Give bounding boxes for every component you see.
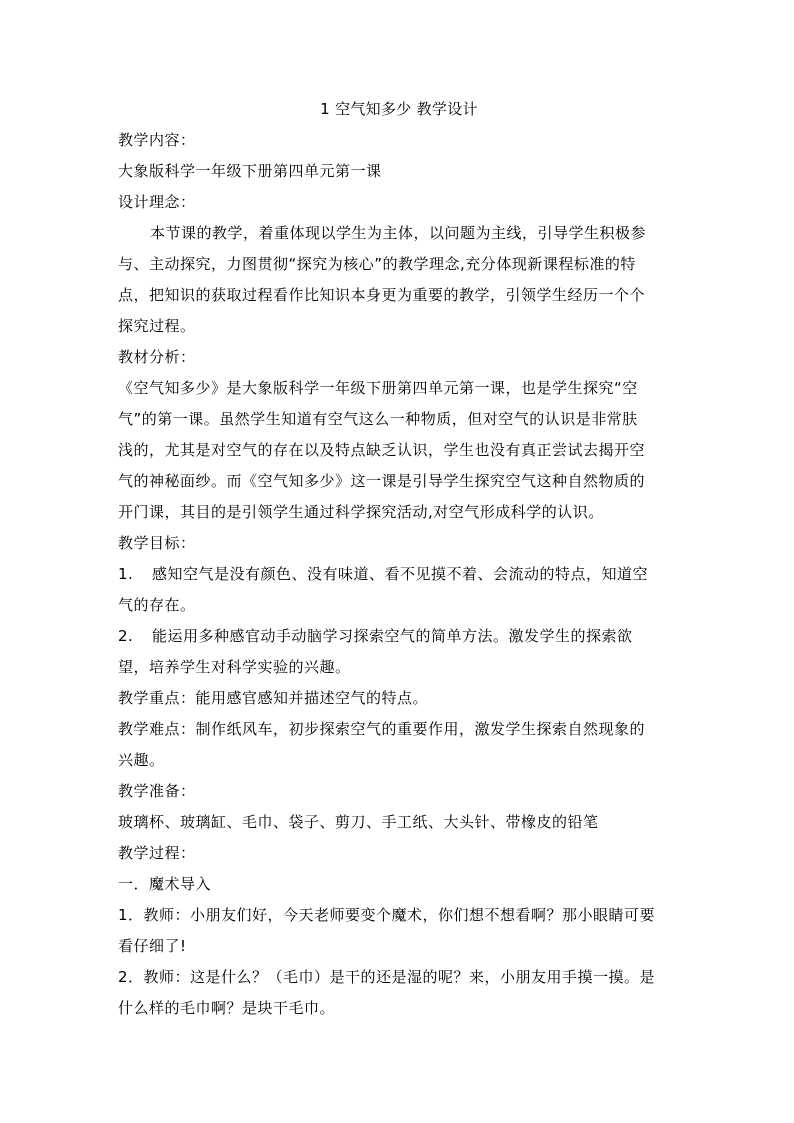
concept-line: 探究过程。 xyxy=(118,317,196,335)
step-1-line: 1．教师：小朋友们好，今天老师要变个魔术，你们想不想看啊？那小眼睛可要 xyxy=(118,906,656,924)
step-2 xyxy=(118,962,680,1024)
difficulty-line: 教学难点：制作纸风车，初步探索空气的重要作用，激发学生探索自然现象的 xyxy=(118,720,646,738)
analysis-line: 《空气知多少》是大象版科学一年级下册第四单元第一课，也是学生探究“空 xyxy=(118,379,638,397)
analysis-paragraph xyxy=(118,373,680,528)
content-heading: 教学内容： xyxy=(118,131,196,149)
goal-2-text: 能运用多种感官动手动脑学习探索空气的简单方法。激发学生的探索欲 xyxy=(152,627,633,645)
step-1 xyxy=(118,900,680,962)
step-1-line: 看仔细了! xyxy=(118,937,187,955)
analysis-line: 浅的，尤其是对空气的存在以及特点缺乏认识，学生也没有真正尝试去揭开空 xyxy=(118,441,646,459)
goal-1-text: 感知空气是没有颜色、没有味道、看不见摸不着、会流动的特点，知道空 xyxy=(152,565,649,583)
goal-2-number: 2. xyxy=(118,627,134,645)
difficulty-line: 兴趣。 xyxy=(118,751,165,769)
goal-2-line: 望，培养学生对科学实验的兴趣。 xyxy=(118,658,351,676)
analysis-heading: 教材分析： xyxy=(118,348,196,366)
difficulty-paragraph xyxy=(118,714,680,776)
concept-line-text: 本节课的教学，着重体现以学生为主体，以问题为主线，引导学生积极参 xyxy=(150,224,647,242)
process-heading: 教学过程： xyxy=(118,844,196,862)
goal-1-number: 1. xyxy=(118,565,134,583)
concept-line: 与、主动探究，力图贯彻“探究为核心”的教学理念,充分体现新课程标准的特 xyxy=(118,255,636,273)
document-title: 1 空气知多少 教学设计 xyxy=(320,100,478,118)
analysis-line: 开门课，其目的是引领学生通过科学探究活动,对空气形成科学的认识。 xyxy=(118,503,604,521)
goal-2-line xyxy=(118,621,680,652)
goal-2 xyxy=(118,621,680,683)
key-point: 教学重点：能用感官感知并描述空气的特点。 xyxy=(118,689,429,707)
concept-heading: 设计理念： xyxy=(118,193,196,211)
document-body xyxy=(118,94,680,1024)
goal-1-line xyxy=(118,559,680,590)
goals-heading: 教学目标： xyxy=(118,534,196,552)
goal-1-line: 气的存在。 xyxy=(118,596,196,614)
concept-line: 点，把知识的获取过程看作比知识本身更为重要的教学，引领学生经历一个个 xyxy=(118,286,646,304)
analysis-line: 气的神秘面纱。而《空气知多少》这一课是引导学生探究空气这种自然物质的 xyxy=(118,472,646,490)
goal-1 xyxy=(118,559,680,621)
concept-paragraph xyxy=(118,218,680,342)
step-2-line: 什么样的毛巾啊？是块干毛巾。 xyxy=(118,999,336,1017)
analysis-line: 气”的第一课。虽然学生知道有空气这么一种物质，但对空气的认识是非常肤 xyxy=(118,410,638,428)
concept-line xyxy=(118,218,680,249)
prep-text: 玻璃杯、玻璃缸、毛巾、袋子、剪刀、手工纸、大头针、带橡皮的铅笔 xyxy=(118,813,599,831)
content-text: 大象版科学一年级下册第四单元第一课 xyxy=(118,162,382,180)
section-1-heading: 一．魔术导入 xyxy=(118,875,212,893)
prep-heading: 教学准备： xyxy=(118,782,196,800)
step-2-line: 2．教师：这是什么？（毛巾）是干的还是湿的呢？来，小朋友用手摸一摸。是 xyxy=(118,968,656,986)
